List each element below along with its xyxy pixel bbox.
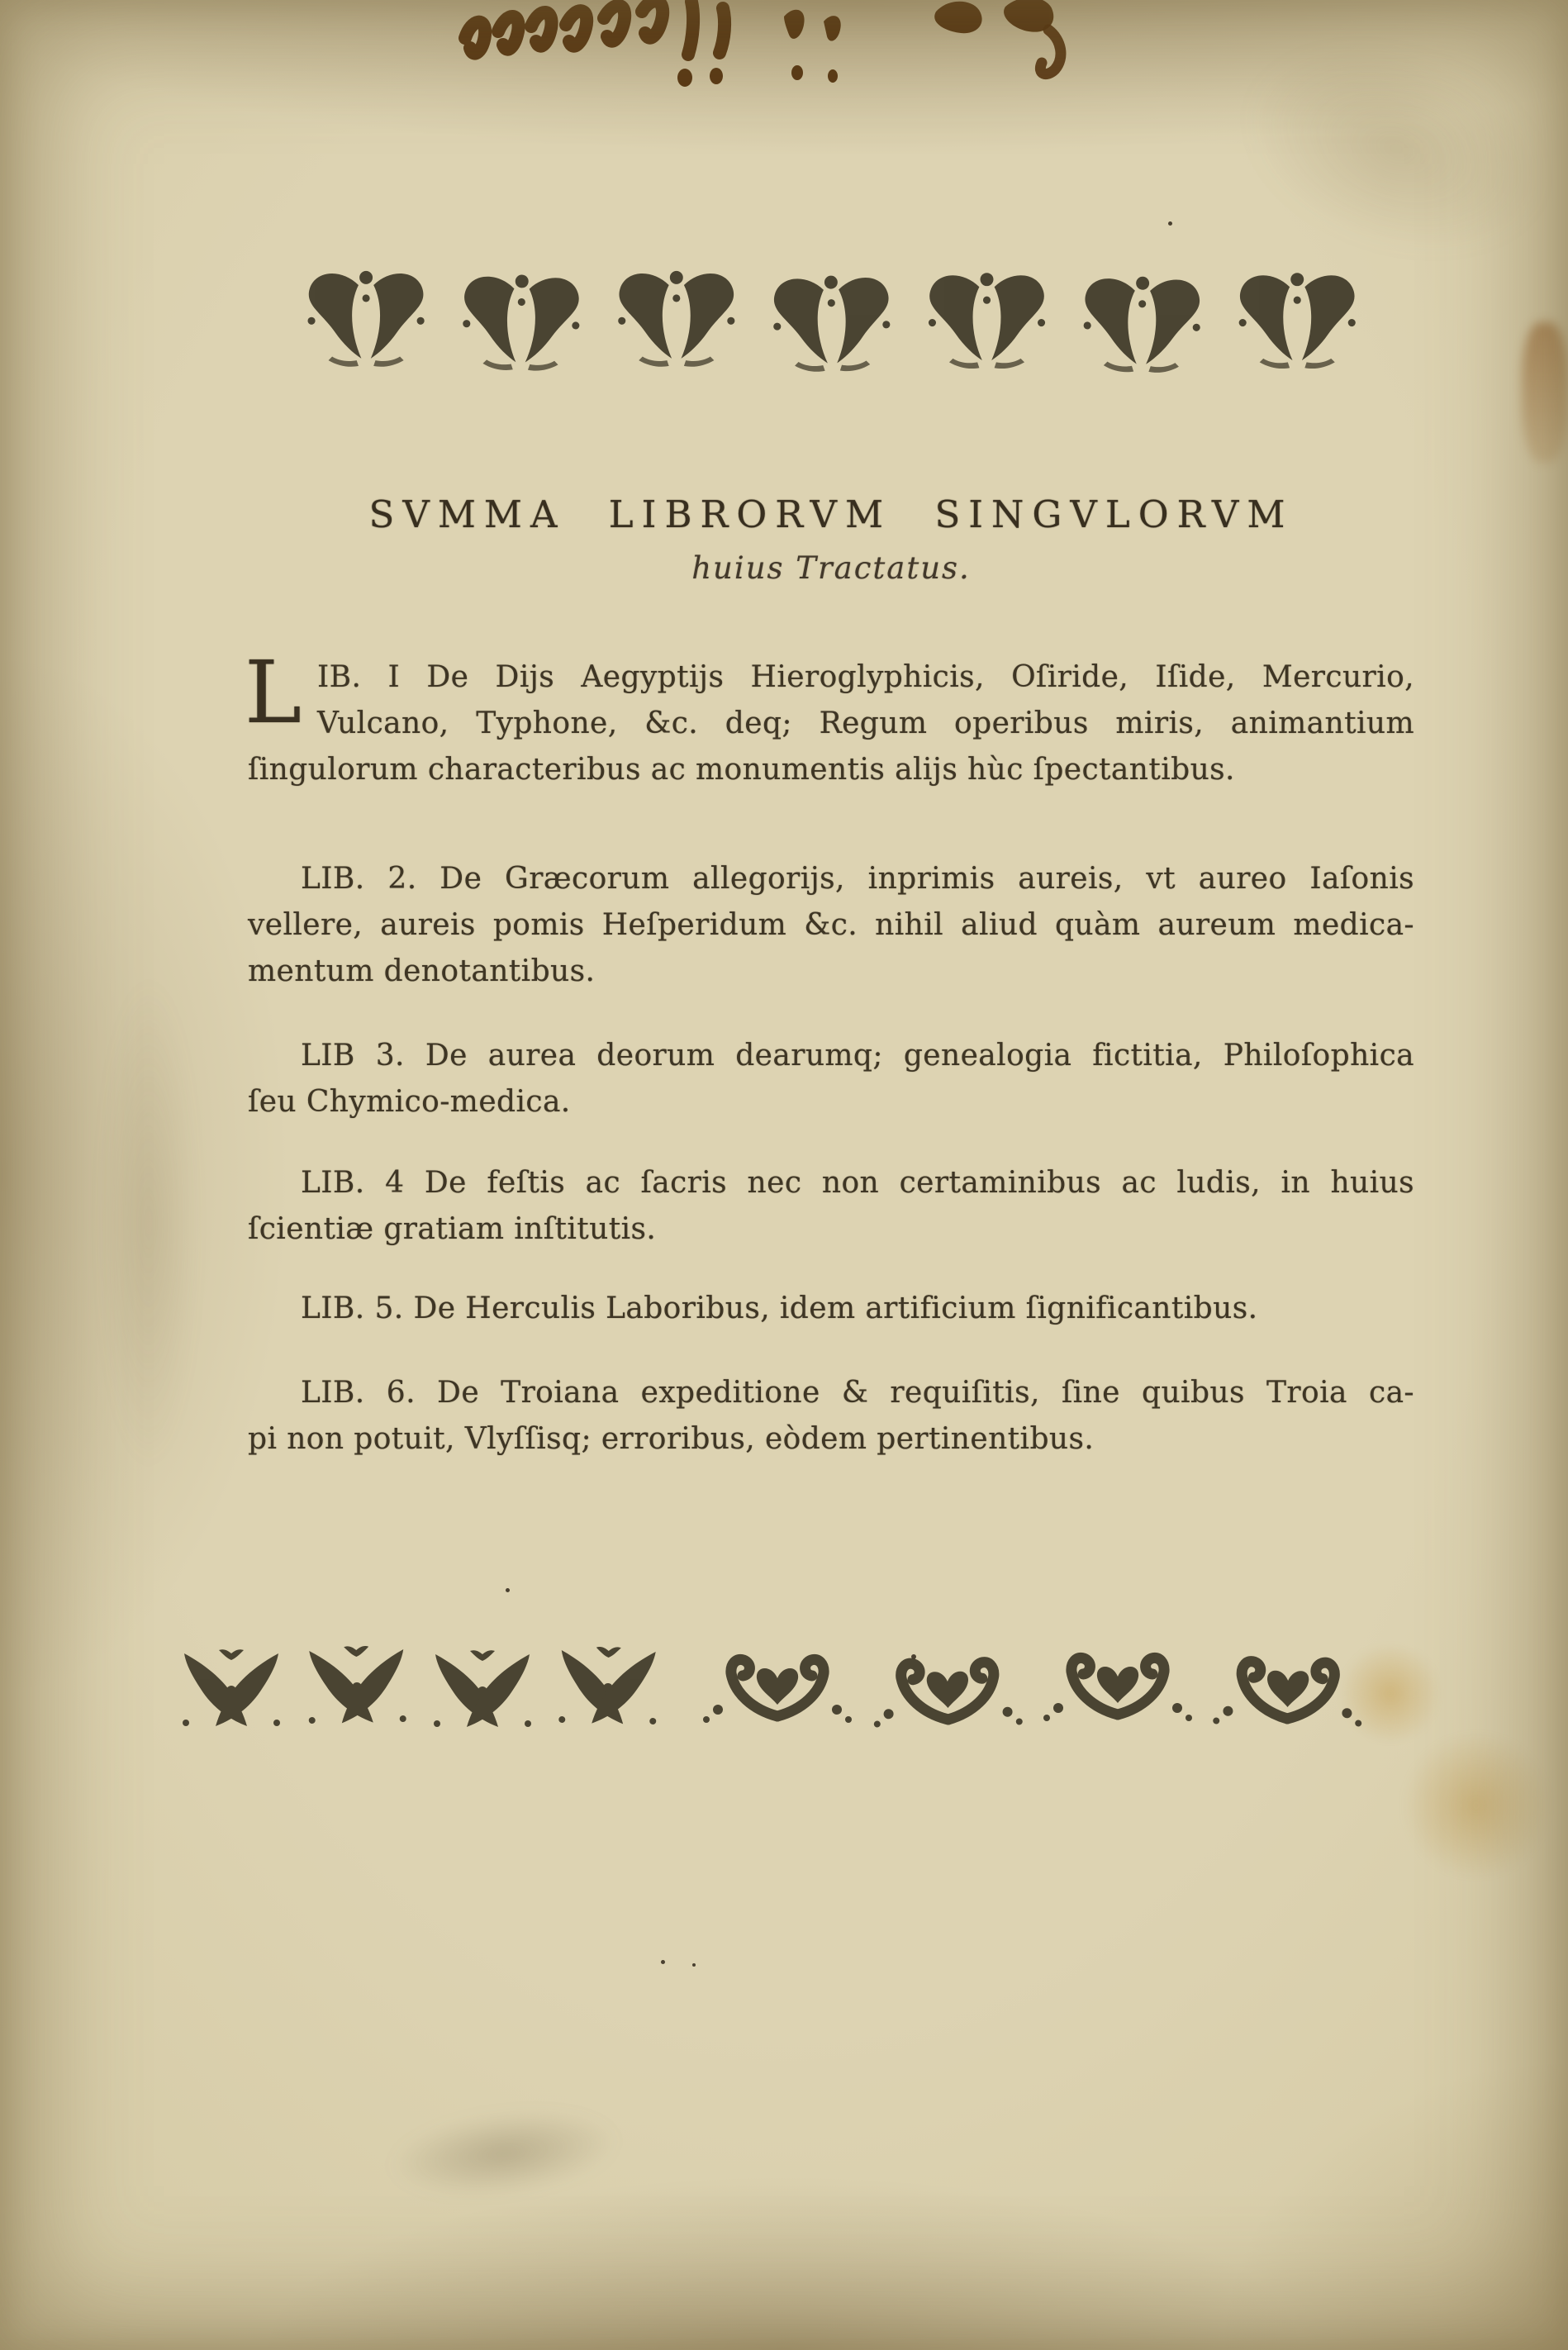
tailpiece-ornament (169, 1638, 1376, 1734)
text-line: IB. I De Dijs Aegyptijs Hieroglyphicis, Oſiride, Iſide, Mercurio, (317, 660, 1414, 694)
text-line: ſcientiæ gratiam inſtitutis. (248, 1212, 657, 1246)
text-line: pi non potuit, Vlyſſisq; erroribus, eòdem pertinentibus. (248, 1422, 1095, 1456)
paragraph-lib-1 (245, 642, 1414, 793)
page-title: SVMMA LIBRORVM SINGVLORVM (368, 492, 1294, 536)
text-line: Vulcano, Typhone, &c. deq; Regum operibus miris, animantium (317, 706, 1414, 740)
text-line: LIB. 6. De Troiana expeditione & requiſitis, ſine quibus Troia ca- (301, 1376, 1414, 1410)
handwritten-ink-mark (450, 0, 1078, 98)
text-line: LIB. 2. De Græcorum allegorijs, inprimis aureis, vt aureo Iaſonis (301, 862, 1414, 896)
stain-bottom-smudge (384, 2098, 624, 2208)
text-line: vellere, aureis pomis Heſperidum &c. nihil aliud quàm aureum medica- (248, 908, 1414, 942)
paragraph-lib-4 (248, 1160, 1414, 1253)
stain-bottom-right-2 (1398, 1735, 1555, 1876)
paragraph-lib-5 (248, 1286, 1414, 1332)
text-line: LIB. 4 De feſtis ac ſacris nec non certaminibus ac ludis, in huius (301, 1166, 1414, 1200)
text-line: mentum denotantibus. (248, 954, 596, 988)
stain-top-right (1216, 6, 1568, 292)
stain-left-edge (99, 975, 198, 1471)
ink-speck (506, 1588, 510, 1592)
paragraph-lib-6 (248, 1370, 1414, 1463)
stain-right-edge (1522, 322, 1568, 463)
ink-speck (1168, 221, 1172, 226)
paragraph-lib-3 (248, 1033, 1414, 1125)
ink-speck (692, 1963, 696, 1967)
text-line: ſeu Chymico-medica. (248, 1085, 571, 1119)
text-line: LIB. 5. De Herculis Laboribus, idem artificium ſignificantibus. (301, 1292, 1258, 1325)
drop-cap: L (245, 642, 302, 743)
page-subtitle: huius Tractatus. (691, 550, 971, 586)
paragraph-lib-2 (248, 856, 1414, 995)
text-line: ſingulorum characteribus ac monumentis alijs hùc ſpectantibus. (248, 753, 1235, 787)
text-line: LIB 3. De aurea deorum dearumq; genealogia fictitia, Philoſophica (301, 1039, 1414, 1073)
headpiece-ornament (291, 264, 1377, 373)
ink-speck (661, 1960, 665, 1964)
